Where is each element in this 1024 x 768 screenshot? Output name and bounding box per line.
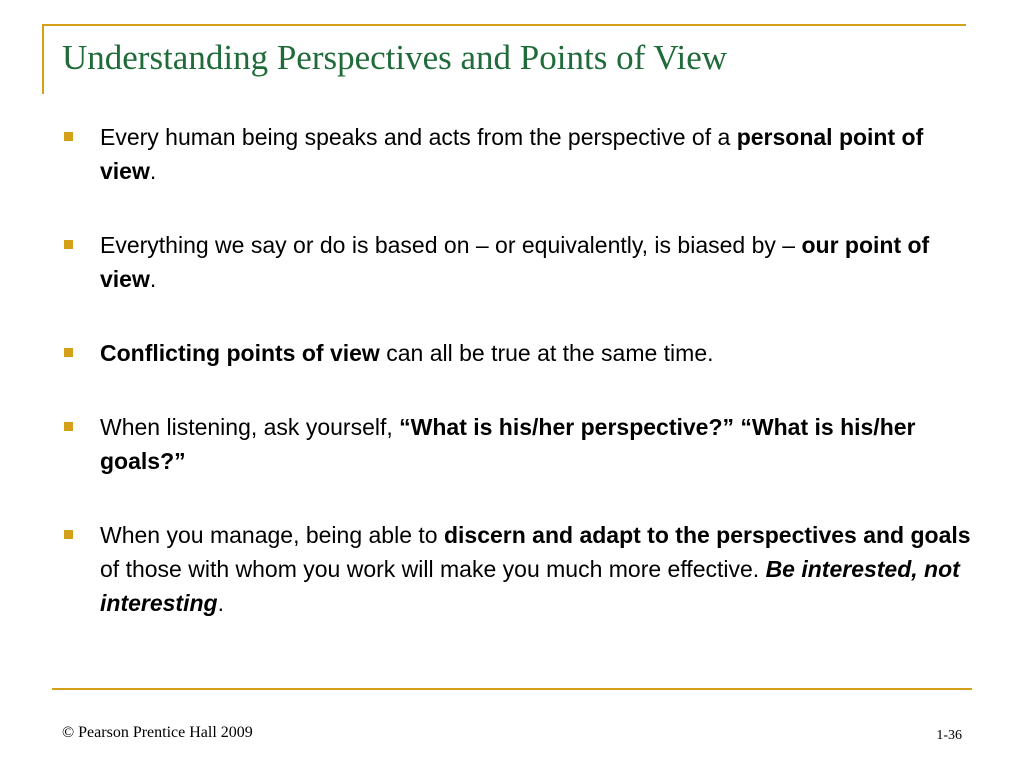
title-frame-top-rule	[42, 24, 966, 26]
bullet-text: When you manage, being able to	[100, 522, 444, 548]
bullet-text: .	[149, 158, 157, 184]
bullet-item	[100, 518, 980, 620]
bullet-emphasis: our point of view	[100, 232, 930, 292]
slide-title: Understanding Perspectives and Points of View	[62, 38, 728, 77]
title-frame-left-rule	[42, 24, 44, 94]
square-bullet-icon	[64, 240, 73, 249]
square-bullet-icon	[64, 530, 73, 539]
bullet-item	[100, 336, 980, 370]
bullet-text: When listening, ask yourself,	[100, 414, 400, 440]
footer-rule	[52, 688, 972, 690]
bullet-emphasis: personal point of view	[100, 124, 924, 184]
square-bullet-icon	[64, 132, 73, 141]
bullet-item	[100, 410, 980, 478]
bullet-emphasis-italic: Be interested, not interesting	[100, 556, 960, 616]
bullet-text: can all be true at the same time.	[379, 340, 714, 366]
bullet-text: of those with whom you work will make you much more effective.	[100, 556, 766, 582]
square-bullet-icon	[64, 348, 73, 357]
bullet-emphasis: “What is his/her perspective?” “What is his/her goals?”	[100, 414, 916, 474]
bullet-item	[100, 120, 980, 188]
bullet-text: .	[149, 266, 157, 292]
bullet-text: .	[217, 590, 224, 616]
bullet-text: Everything we say or do is based on – or equivalently, is biased by –	[100, 232, 802, 258]
slide-number: 1-36	[936, 728, 962, 743]
bullet-emphasis: discern and adapt to the perspectives and goals	[443, 522, 971, 548]
bullet-emphasis: Conflicting points of view	[100, 340, 380, 366]
square-bullet-icon	[64, 422, 73, 431]
copyright-text: © Pearson Prentice Hall 2009	[62, 724, 253, 741]
bullet-text: Every human being speaks and acts from the perspective of a	[100, 124, 737, 150]
bullet-item	[100, 228, 980, 296]
